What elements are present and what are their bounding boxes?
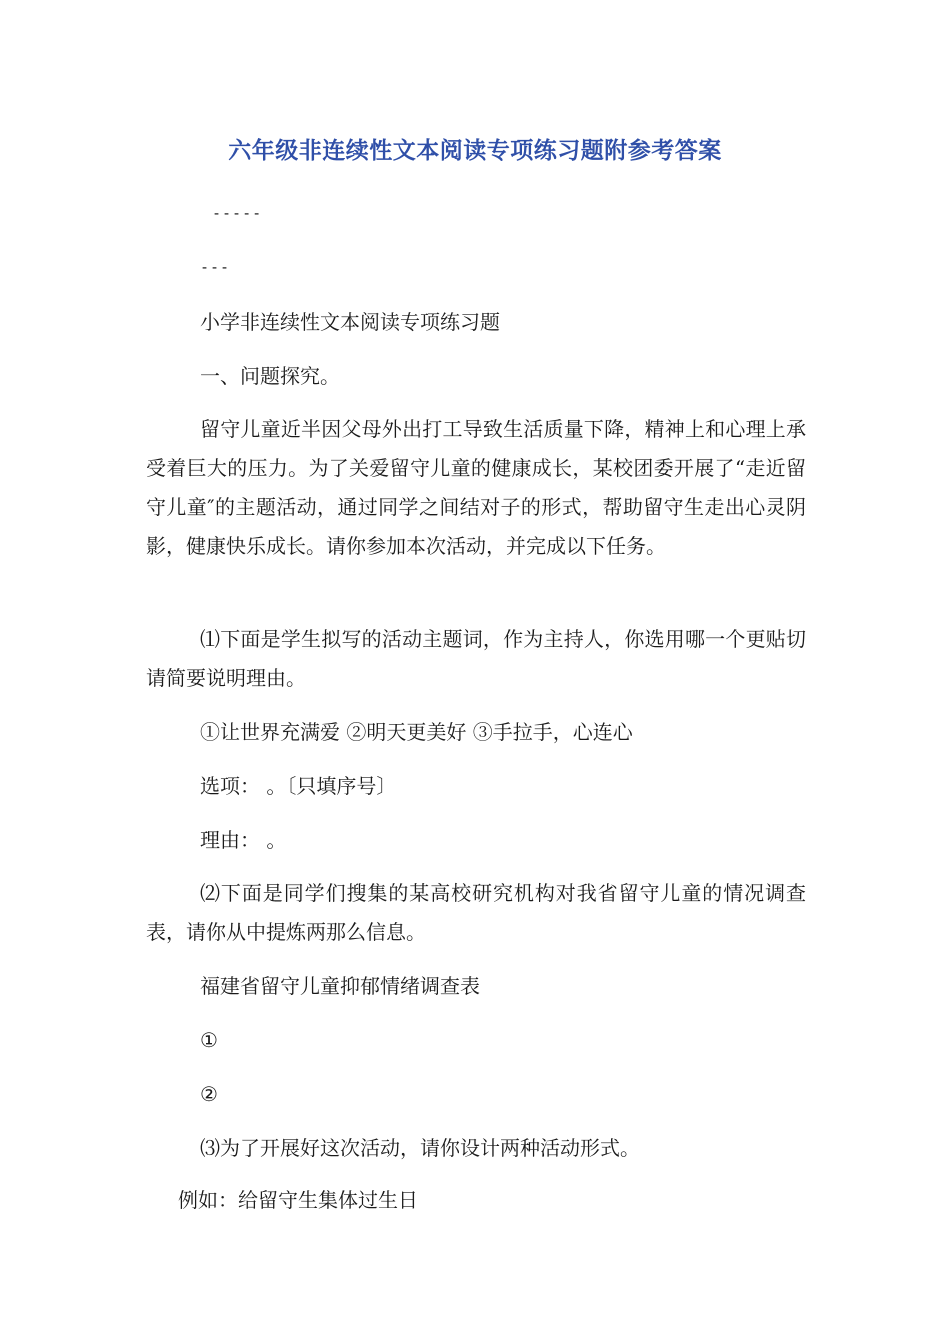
dash-separator-1: ----- <box>212 204 263 222</box>
answer-reason-line: 理由： 。 <box>200 828 287 852</box>
dash-separator-2: --- <box>200 258 231 276</box>
table-caption: 福建省留守儿童抑郁情绪调查表 <box>200 974 480 998</box>
document-title: 六年级非连续性文本阅读专项练习题附参考答案 <box>228 138 722 164</box>
info-item-2: ② <box>200 1082 218 1106</box>
question-2: ⑵下面是同学们搜集的某高校研究机构对我省留守儿童的情况调查表，请你从中提炼两那么信息。 <box>146 881 806 944</box>
question-1: ⑴下面是学生拟写的活动主题词，作为主持人，你选用哪一个更贴切 请简要说明理由。 <box>146 627 806 690</box>
question-3: ⑶为了开展好这次活动，请你设计两种活动形式。 <box>200 1136 640 1160</box>
example-line: 例如：给留守生集体过生日 <box>178 1188 418 1212</box>
answer-choice-line: 选项： 。〔只填序号〕 <box>200 774 397 798</box>
question-1-options: ①让世界充满爱 ②明天更美好 ③手拉手，心连心 <box>200 720 633 744</box>
section-heading: 一、问题探究。 <box>200 364 340 388</box>
info-item-1: ① <box>200 1028 218 1052</box>
intro-paragraph: 留守儿童近半因父母外出打工导致生活质量下降，精神上和心理上承受着巨大的压力。为了关爱留守儿童的健康成长，某校团委开展了“走近留守儿童″的主题活动，通过同学之间结对子的形式，帮助留守生走出心灵阴影，健康快乐成长。请你参加本次活动，并完成以下任务。 <box>146 417 806 558</box>
subtitle: 小学非连续性文本阅读专项练习题 <box>200 310 500 334</box>
